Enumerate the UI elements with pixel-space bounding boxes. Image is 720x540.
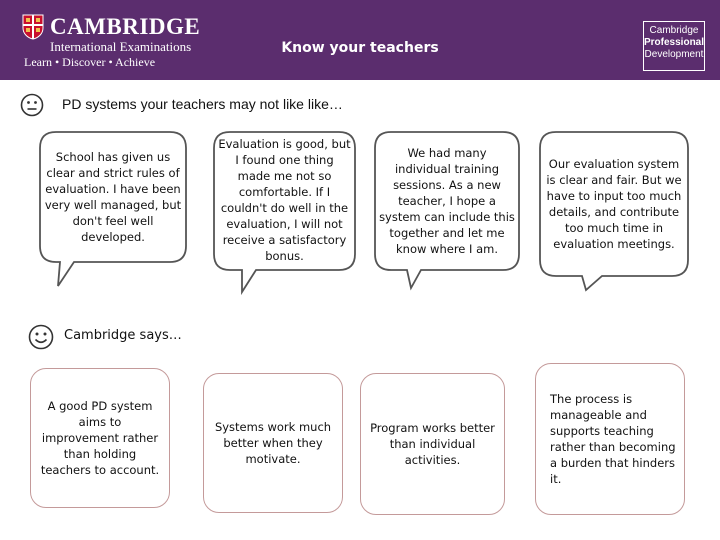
page-title: Know your teachers <box>281 40 439 56</box>
header-banner <box>0 0 720 80</box>
concern-text-4: Our evaluation system is clear and fair. But we have to input too much details, and contribute too much time in evaluation meetings. <box>546 157 682 251</box>
response-card-4: The process is manageable and supports teaching rather than becoming a burden that hinders it. <box>535 363 685 515</box>
concern-text-3: We had many individual training sessions. As a new teacher, I hope a system can include this together and let me know where I am. <box>379 146 515 256</box>
concern-bubble-4 <box>538 130 690 292</box>
smiley-face-icon <box>28 324 54 350</box>
cpd-line1: Cambridge <box>649 25 699 36</box>
logo-subtitle: International Examinations <box>50 39 192 54</box>
cpd-line3: Development <box>644 49 704 60</box>
concern-text-1: School has given us clear and strict rules of evaluation. I have been very well managed, but don't feel well developed. <box>44 150 182 244</box>
concern-text-2: Evaluation is good, but I found one thing made me not so comfortable. If I couldn't do well in the evaluation, I will not receive a satisfactory bonus. <box>218 137 351 263</box>
concern-bubble-2 <box>212 130 357 295</box>
cpd-line2: Professional <box>644 37 705 48</box>
section-heading-cambridge-says: Cambridge says… <box>64 328 182 343</box>
response-card-2: Systems work much better when they motivate. <box>203 373 343 513</box>
sad-face-icon <box>20 93 44 117</box>
section-heading-concerns: PD systems your teachers may not like like… <box>62 96 343 112</box>
concern-bubble-1 <box>38 130 188 290</box>
shield-icon <box>22 14 44 40</box>
response-card-3: Program works better than individual activities. <box>360 373 505 515</box>
logo-tagline: Learn • Discover • Achieve <box>24 55 156 69</box>
concern-bubble-3 <box>373 130 521 292</box>
cambridge-logo[interactable] <box>22 14 201 70</box>
response-card-1: A good PD system aims to improvement rather than holding teachers to account. <box>30 368 170 508</box>
cpd-logo[interactable] <box>643 21 705 71</box>
logo-name: CAMBRIDGE <box>50 14 201 39</box>
